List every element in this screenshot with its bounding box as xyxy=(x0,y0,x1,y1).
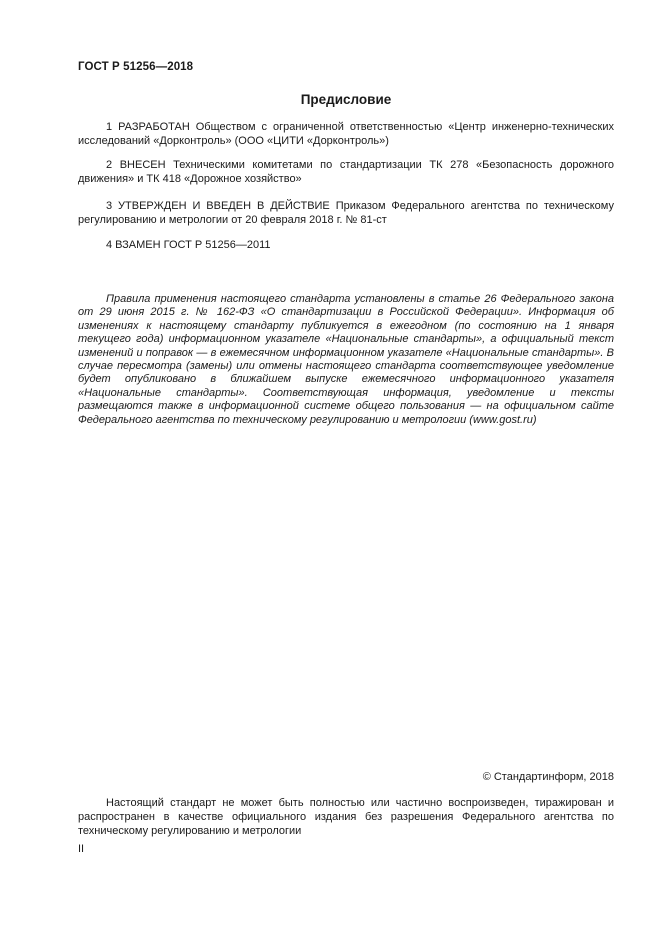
foreword-item-developed: 1 РАЗРАБОТАН Обществом с ограниченной ответственностью «Центр инженерно-технических исследований «Дорконтроль» (ООО «ЦИТИ «Дорконтроль») xyxy=(78,121,614,147)
application-rules-note: Правила применения настоящего стандарта установлены в статье 26 Федерального закона от 29 июня 2015 г. № 162-ФЗ «О стандартизации в Российской Федерации». Информация об изменениях к настоящему стандарту публикуется в ежегодном (по состоянию на 1 января текущего года) информационном указателе «Национальные стандарты», а официальный текст изменений и поправок — в ежемесячном информационном указателе «Национальные стандарты». В случае пересмотра (замены) или отмены настоящего стандарта соответствующее уведомление будет опубликовано в ближайшем выпуске ежемесячного информационного указателя «Национальные стандарты». Соответствующая информация, уведомление и тексты размещаются также в информационной системе общего пользования — на официальном сайте Федерального агентства по техническому регулированию и метрологии (www.gost.ru) xyxy=(78,293,614,426)
foreword-item-approved: 3 УТВЕРЖДЕН И ВВЕДЕН В ДЕЙСТВИЕ Приказом Федерального агентства по техническому регулированию и метрологии от 20 февраля 2018 г. № 81-ст xyxy=(78,200,614,226)
foreword-item-introduced: 2 ВНЕСЕН Техническими комитетами по стандартизации ТК 278 «Безопасность дорожного движения» и ТК 418 «Дорожное хозяйство» xyxy=(78,159,614,185)
copyright-notice: © Стандартинформ, 2018 xyxy=(482,771,614,783)
document-code: ГОСТ Р 51256—2018 xyxy=(78,61,194,73)
foreword-item-replaces: 4 ВЗАМЕН ГОСТ Р 51256—2011 xyxy=(106,239,271,251)
section-title: Предисловие xyxy=(300,92,392,107)
legal-notice: Настоящий стандарт не может быть полностью или частично воспроизведен, тиражирован и распространен в качестве официального издания без разрешения Федерального агентства по техническому регулированию и метрологии xyxy=(78,797,614,837)
page-number: II xyxy=(78,843,85,855)
